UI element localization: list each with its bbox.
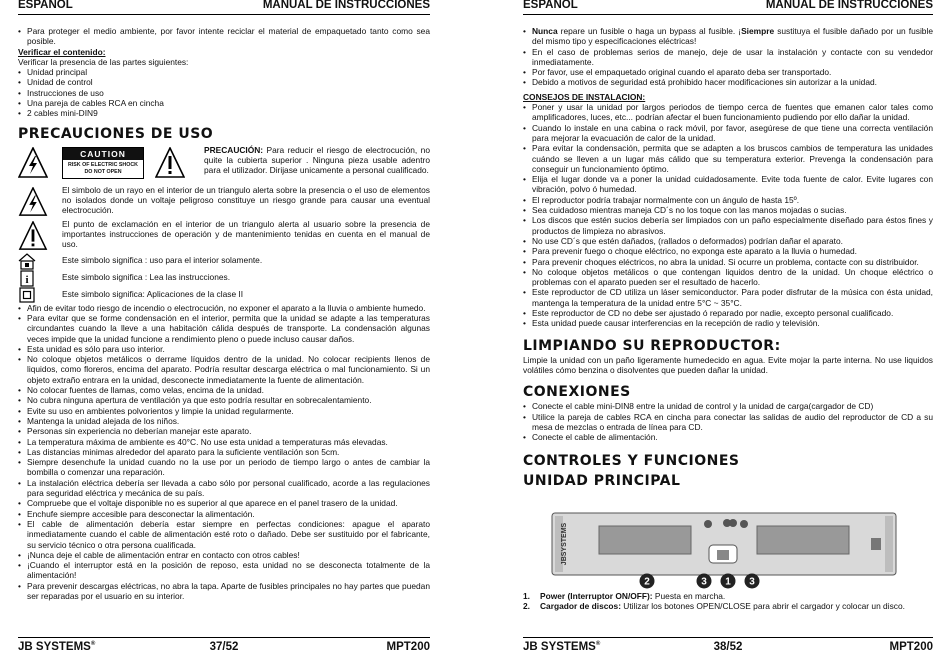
callout-2 (639, 573, 655, 589)
brand-name: JB SYSTEMS (523, 641, 596, 653)
list-item: • No colocar fuentes de llamas, como velas, encima de la unidad. (18, 385, 430, 395)
item-text: Utilizar los botones OPEN/CLOSE para abrir el cargador y colocar un disco. (620, 601, 905, 612)
list-item: • Los discos que estén sucios debería ser limpiados con un paño especialmente diseñado para éstos fines y productos de limpieza no abrasivos. (523, 215, 933, 236)
right-content (523, 26, 933, 490)
item-number: 2. (523, 601, 530, 612)
brand-name: JB SYSTEMS (18, 641, 91, 653)
list-item: • La instalación eléctrica debería ser llevada a cabo sólo por personal cualificado, acorde a las regulaciones para seguridad eléctrica y mecánica de su país. (18, 478, 430, 499)
callout-3 (696, 573, 712, 589)
registered-mark: ® (595, 641, 601, 648)
read-row (18, 270, 430, 287)
precaution-body: Para reducir el riesgo de electrocución, no quite la cubierta superior . Ninguna pieza usable adentro para el utilizador. Dirijase unicamente a personal cualificado. (204, 144, 430, 176)
page-number: 37/52 (209, 641, 239, 653)
indoor-row (18, 253, 430, 270)
header-language: ESPAÑOL (18, 0, 73, 11)
callout-label: 3 (749, 576, 755, 588)
list-item: • No coloque objetos metálicos o que contengan liquidos dentro de la unidad. Un choque eléctrico o problemas con el aparato pueden ser el resultado de hacerlo. (523, 267, 933, 288)
header-language: ESPAÑOL (523, 0, 578, 11)
exclamation-triangle-icon (18, 221, 48, 251)
lightning-triangle-icon (18, 147, 48, 179)
safety-list (523, 26, 933, 88)
callout-1 (720, 573, 736, 589)
intro-list (18, 26, 430, 47)
svg-text:i: i (25, 273, 29, 286)
list-item: • Este reproductor de CD utiliza un láser semiconductor. Para poder disfrutar de la música con ésta unidad, mantenga la temperatura de la unidad entre 5°C ~ 35°C. (523, 287, 933, 308)
list-item: • Cuando lo instale en una cabina o rack móvil, por favor, asegúrese de que tiene una correcta ventilación para mejorar la evacuación de calor de la unidad. (523, 123, 933, 144)
exclamation-row (18, 219, 430, 253)
class2-row (18, 287, 430, 303)
class-ii-icon (18, 287, 36, 303)
list-item: • Por favor, use el empaquetado original cuando el aparato deba ser transportado. (523, 67, 933, 77)
list-item: • Mantenga la unidad alejada de los niños. (18, 416, 430, 426)
list-item: • Compruebe que el voltaje disponible no es superior al que aparece en el panel trasero de la unidad. (18, 498, 430, 508)
device-brand: JBSYSTEMS (561, 522, 568, 566)
list-item: • Para evitar que se forme condensación en el interior, permita que la unidad se adapte a las temperaturas circundantes cuando la lleve a una habitación cálida después de transporte. La condensación algunas veces impide que la unidad funcione a rendimiento pleno o puede incluso causar daños. (18, 313, 430, 344)
list-item: • Sea cuidadoso mientras maneja CD´s no los toque con las manos mojadas o sucias. (523, 205, 933, 215)
header-title: MANUAL DE INSTRUCCIONES (262, 0, 430, 11)
list-item: • Para proteger el medio ambiente, por favor intente reciclar el material de empaquetado tanto como sea posible. (18, 26, 430, 47)
list-item: • No cubra ninguna apertura de ventilación ya que esto podría resultar en sobrecalentamiento. (18, 395, 430, 405)
list-item: • Para prevenir fuego o choque eléctrico, no exponga este aparato a la lluvia o humedad. (523, 246, 933, 256)
verify-title: Verificar el contenido: (18, 46, 106, 57)
page-header (523, 0, 933, 15)
list-item: • Utilice la pareja de cables RCA en cincha para conectar las salidas de audio del reproductor de CD a su mesa de mezclas o entrada de línea para CD. (523, 412, 933, 433)
read-instructions-icon (18, 270, 36, 287)
main-unit-heading: UNIDAD PRINCIPAL (523, 473, 681, 490)
connections-heading: CONEXIONES (523, 384, 631, 401)
list-item: • La temperatura máxima de ambiente es 40°C. No use esta unidad a temperaturas más elevadas. (18, 437, 430, 447)
list-item: • El reproductor podría trabajar normalmente con un ángulo de hasta 15º. (523, 195, 933, 205)
lightning-triangle-icon (18, 187, 48, 217)
precaution-text (204, 145, 430, 176)
list-item: • Poner y usar la unidad por largos periodos de tiempo cerca de fuentes que emanen calor tales como amplificadores, luces, etc... podrían afectar el buen funcionamiento pudiendo por ello dañar la unidad. (523, 102, 933, 123)
lightning-row (18, 185, 430, 219)
page-footer (523, 637, 933, 654)
model-name: MPT200 (386, 641, 430, 653)
install-heading: CONSEJOS DE INSTALACION: (523, 91, 646, 102)
precautions-list (18, 303, 430, 602)
header-title: MANUAL DE INSTRUCCIONES (765, 0, 933, 11)
list-item: • Evite su uso en ambientes polvorientos y limpie la unidad regularmente. (18, 406, 430, 416)
page-number: 38/52 (713, 641, 743, 653)
list-item: • Elija el lugar donde va a poner la unidad cuidadosamente. Evite toda fuente de calor. Evite lugares con vibración, polvo ó humedad. (523, 174, 933, 195)
class2-text: Este simbolo significa: Aplicaciones de la clase II (62, 288, 244, 299)
list-item: • Enchufe siempre accesible para desconectar la alimentación. (18, 509, 430, 519)
list-item: • Instrucciones de uso (18, 88, 430, 98)
caution-label: CAUTION (63, 148, 143, 160)
exclamation-triangle-icon (155, 147, 185, 179)
item-label: Cargador de discos: (540, 601, 621, 612)
left-page (18, 0, 430, 654)
connections-list (523, 401, 933, 442)
list-item: • Personas sin experiencia no deberían manejar este aparato. (18, 426, 430, 436)
list-item: • Una pareja de cables RCA en cincha (18, 98, 430, 108)
install-list (523, 102, 933, 329)
item-text: Puesta en marcha. (652, 591, 726, 601)
emphasis: Nunca (532, 26, 558, 36)
emphasis: Siempre (741, 26, 775, 36)
footer-brand (18, 641, 95, 653)
cleaning-text: Limpie la unidad con un paño ligeramente humedecido en agua. Evite mojar la parte interna. No use liquidos volátiles cómo benzina o disolventes que pueden dañar la unidad. (523, 354, 933, 375)
text-span: sustituya el fusible dañado por un fusible del mismo tipo y especificaciones eléctricas! (532, 26, 933, 47)
list-item: • No use CD´s que estén dañados, (rallados o deformados) podrían dañar el aparato. (523, 236, 933, 246)
callout-label: 1 (725, 576, 731, 588)
exclamation-text: El punto de exclamación en el interior de un triangulo alerta al usuario sobre la presencia de importantes instrucciones de operación y de mantenimiento tenidas en cuenta en el manual de uso. (62, 218, 430, 250)
registered-mark: ® (90, 641, 96, 648)
list-item: • Para prevenir descargas eléctricas, no abra la tapa. Aparte de fusibles principales no hay partes que puedan ser reparadas por el usuario en su interior. (18, 581, 430, 602)
right-page (523, 0, 933, 654)
cleaning-heading: LIMPIANDO SU REPRODUCTOR: (523, 337, 781, 354)
caution-subtext (63, 160, 143, 176)
caution-sub2: DO NOT OPEN (84, 168, 122, 175)
list-item: • Siempre desenchufe la unidad cuando no la use por un periodo de tiempo largo o antes de cambiar la bombilla o comenzar una reparación. (18, 457, 430, 478)
verify-text: Verificar la presencia de las partes siguientes: (18, 56, 189, 67)
list-item: • Esta unidad es sólo para uso interior. (18, 344, 430, 354)
list-item: • 2 cables mini-DIN9 (18, 108, 430, 118)
caution-row (18, 145, 430, 185)
left-content (18, 26, 430, 601)
list-item: • Unidad de control (18, 77, 430, 87)
read-text: Este simbolo significa : Lea las instrucciones. (62, 271, 231, 282)
caution-sub1: RISK OF ELECTRIC SHOCK (67, 161, 139, 168)
model-name: MPT200 (889, 641, 933, 653)
list-item: • ¡Cuando el interruptor está en la posición de reposo, esta unidad no se desconecta totalmente de la alimentación! (18, 560, 430, 581)
lightning-text: El simbolo de un rayo en el interior de un triangulo alerta sobre la presencia o el uso de elementos no isolados donde un voltaje peligroso constituye un riesgo grande para causar una eventual electrocución. (62, 184, 430, 216)
list-item: • Las distancias minimas alrededor del aparato para la suficiente ventilación son 5cm. (18, 447, 430, 457)
page-footer (18, 637, 430, 654)
list-item: • En el caso de problemas serios de manejo, deje de usar la instalación y contacte con su vendedor inmediatamente. (523, 47, 933, 68)
item-number: 1. (523, 591, 530, 601)
list-item: • El cable de alimentación debería estar siempre en perfectas condiciones: apague el aparato inmediatamente cuando el cable de alimentación esté roto o dañado. Debe ser sustituido por el fabricante, su servicio técnico o otra persona cualificada. (18, 519, 430, 550)
list-item (523, 601, 933, 611)
page-header (18, 0, 430, 15)
precautions-heading: PRECAUCIONES DE USO (18, 125, 214, 142)
list-item: • Conecte el cable de alimentación. (523, 432, 933, 442)
footer-brand (523, 641, 600, 653)
list-item (523, 591, 933, 601)
precaution-lead: PRECAUCIÓN: (204, 144, 264, 155)
list-item: • ¡Nunca deje el cable de alimentación entrar en contacto con otros cables! (18, 550, 430, 560)
callout-label: 2 (644, 576, 650, 588)
item-label: Power (Interruptor ON/OFF): (540, 591, 653, 601)
callout-label: 3 (701, 576, 707, 588)
list-item: • Debido a motivos de seguridad está prohibido hacer modificaciones sin autorizar a la unidad. (523, 77, 933, 87)
controls-list (523, 591, 933, 612)
text-span: repare un fusible o haga un bypass al fusible. ¡ (557, 26, 742, 36)
controls-heading: CONTROLES Y FUNCIONES (523, 453, 740, 470)
list-item: • Unidad principal (18, 67, 430, 77)
indoor-house-icon (18, 253, 36, 270)
list-item: • Conecte el cable mini-DIN8 entre la unidad de control y la unidad de carga(cargador de CD) (523, 401, 933, 411)
list-item: • No coloque objetos metálicos o derrame líquidos dentro de la unidad. No colocar recipients llenos de liquidos, como floreros, encima del aparato. Podría resultar descarga eléctrica o mal funcionamiento. Si un objeto extraño entrara en la unidad, desconecte inmediatamente la fuente de alimentación. (18, 354, 430, 385)
list-item: • Afin de evitar todo riesgo de incendio o electrocución, no exponer el aparato a la lluvia o ambiente humedo. (18, 303, 430, 313)
caution-label-box (62, 147, 144, 179)
callout-3 (744, 573, 760, 589)
list-item (523, 26, 933, 47)
list-item: • Para prevenir choques eléctricos, no abra la unidad. Si ocurre un problema, contacte con su distribuidor. (523, 257, 933, 267)
list-item: • Esta unidad puede causar interferencias en la recepción de radio y televisión. (523, 318, 933, 328)
list-item: • Este reproductor de CD no debe ser ajustado ó reparado por nadie, excepto personal cualificado. (523, 308, 933, 318)
indoor-text: Este simbolo significa : uso para el interior solamente. (62, 254, 263, 265)
contents-list (18, 67, 430, 118)
list-item: • Para evitar la condensación, permita que se adapten a los bruscos cambios de temperatura las unidades cuándo se lleven a un lugar más cálido que su temperatura exterior. Prevenga la condensación para conseguir un funcionamiento óptimo. (523, 143, 933, 174)
